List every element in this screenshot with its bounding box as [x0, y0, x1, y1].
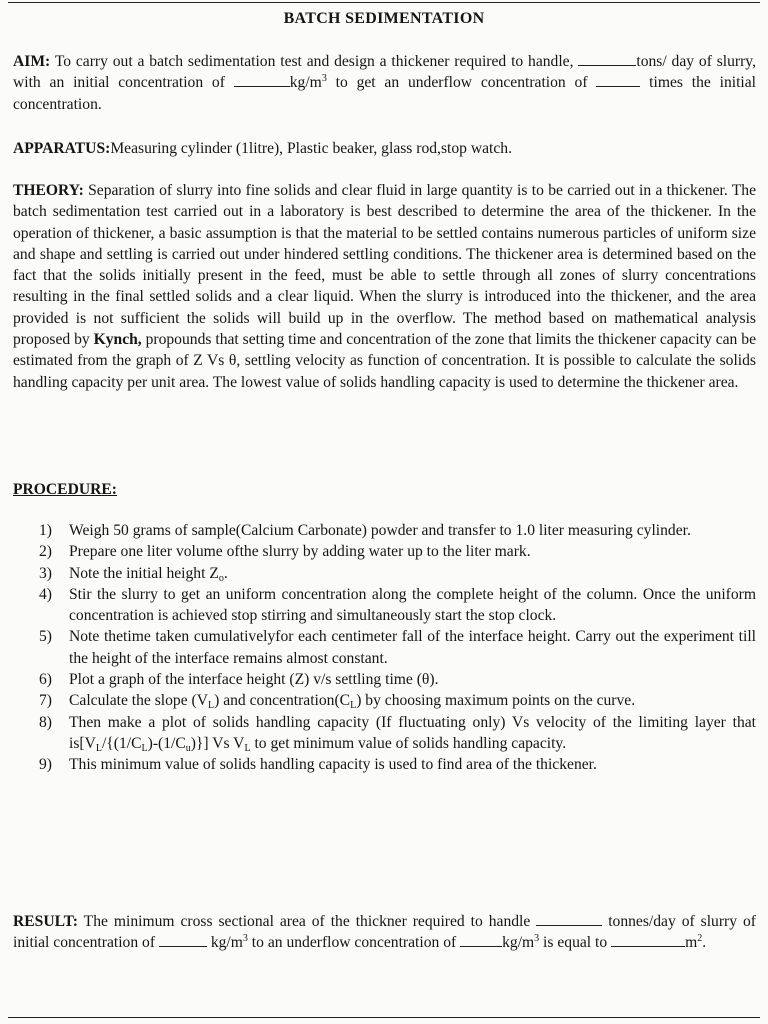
aim-section [13, 51, 756, 115]
aim-text-4: to get an underflow concentration of [326, 74, 597, 92]
aim-text-1: To carry out a batch sedimentation test and design a thickener required to handle, [50, 53, 579, 70]
procedure-step: 3) Note the initial height $Z_o$. [39, 564, 228, 584]
result-section: RESULT: The minimum cross sectional area of the thickner required to handle tonnes/day of slurry of initial concentration of $kg/m^3$ to an underflow concentration of $kg/m^3$ is equal to $m^2$. [13, 913, 756, 952]
apparatus-text: Measuring cylinder (1litre), Plastic beaker, glass rod,stop watch. [110, 140, 512, 157]
theory-label: THEORY: [13, 182, 84, 199]
top-rule [8, 2, 760, 3]
result-text-4: to an underflow concentration of [247, 934, 461, 952]
procedure-step: 2) Prepare one liter volume ofthe slurry by adding water up to the liter mark. [39, 543, 531, 561]
aim-unit-sup: 3 [321, 73, 327, 85]
result-text-2: tonnes/day of slurry of initial concentration of [13, 913, 756, 952]
procedure-step: 8) Then make a plot of solids handling capacity (If fluctuating only) Vs velocity of the limiting layer that $is[V_L/\{(1/C_L)-(1/C_u)\}]$ Vs $V_L$ to get minimum value of solids handling capacity. [39, 713, 756, 754]
result-text-5: kg/m [502, 934, 535, 952]
aim-label: AIM: [13, 53, 51, 70]
procedure-step: 5) Note thetime taken cumulativelyfor each centimeter fall of the interface height. Carry out the experiment till the height of the interface remains almost constant. [39, 628, 756, 667]
apparatus-label: APPARATUS: [13, 140, 111, 157]
theory-text-1: Separation of slurry into fine solids and clear fluid in large quantity is to be carried out in a thickener. The batch sedimentation test carried out in a laboratory is best described to determine the area of the thickener. In the operation of thickener, a basic assumption is that the material to be settled contains numerous particles of uniform size and shape and settling is carried out under hindered settling conditions. The thickener area is determined based on the fact that the solids initially present in the feed, must be able to settle through all zones of slurry concentrations resulting in the final settled solids and a clear liquid. When the slurry is introduced into the thickener, and the area provided is not sufficient the solids will build up in the overflow. The method based on mathematical analysis proposed by [13, 182, 756, 349]
procedure-step: 6) Plot a graph of the interface height (Z) v/s settling time (θ). [39, 671, 439, 689]
page-title: BATCH SEDIMENTATION [283, 10, 485, 27]
result-text-7: m [685, 934, 698, 952]
procedure-step: 4) Stir the slurry to get an uniform concentration along the complete height of the column. Once the uniform concentration is achieved stop stirring and simultaneously start the stop clock. [39, 585, 756, 625]
aim-text-5: times the initial concentration. [13, 74, 756, 113]
procedure-step: 9) This minimum value of solids handling capacity is used to find area of the thickener. [39, 756, 597, 774]
procedure-steps [36, 520, 756, 776]
blank-times-factor [596, 72, 640, 87]
procedure-step: 7) Calculate the slope $(V_L)$ and $concentration(C_L)$ by choosing maximum points on the curve. [39, 692, 636, 712]
bottom-rule [8, 1017, 760, 1018]
result-text-6: is equal to [539, 934, 612, 952]
result-text-3: kg/m [206, 934, 243, 952]
blank-tons-per-day [578, 51, 636, 66]
procedure-heading: PROCEDURE: [13, 481, 117, 498]
theory-kynch: Kynch, [93, 331, 142, 349]
theory-text-2: propounds that setting time and concentration of the zone that limits the thickener capacity can be estimated from the graph of Z Vs θ, settling velocity as function of concentration. It is possible to calculate the solids handling capacity per unit area. The lowest value of solids handling capacity is used to determine the thickener area. [13, 331, 756, 391]
blank-area [611, 932, 685, 947]
procedure-step: 1) Weigh 50 grams of sample(Calcium Carbonate) powder and transfer to 1.0 liter measuring cylinder. [39, 522, 691, 539]
result-text-1: The minimum cross sectional area of the thickner required to handle [78, 913, 537, 930]
aim-text-3: kg/m [289, 74, 322, 92]
blank-initial-concentration-result [159, 932, 207, 947]
theory-section [13, 180, 756, 393]
blank-tonnes-per-day [536, 911, 602, 926]
blank-initial-concentration [234, 72, 290, 87]
aim-text-2: tons/ day of slurry, with an initial concentration of [13, 53, 756, 92]
blank-underflow-concentration [460, 932, 502, 947]
apparatus-section [13, 138, 756, 159]
result-label: RESULT: [13, 913, 79, 930]
